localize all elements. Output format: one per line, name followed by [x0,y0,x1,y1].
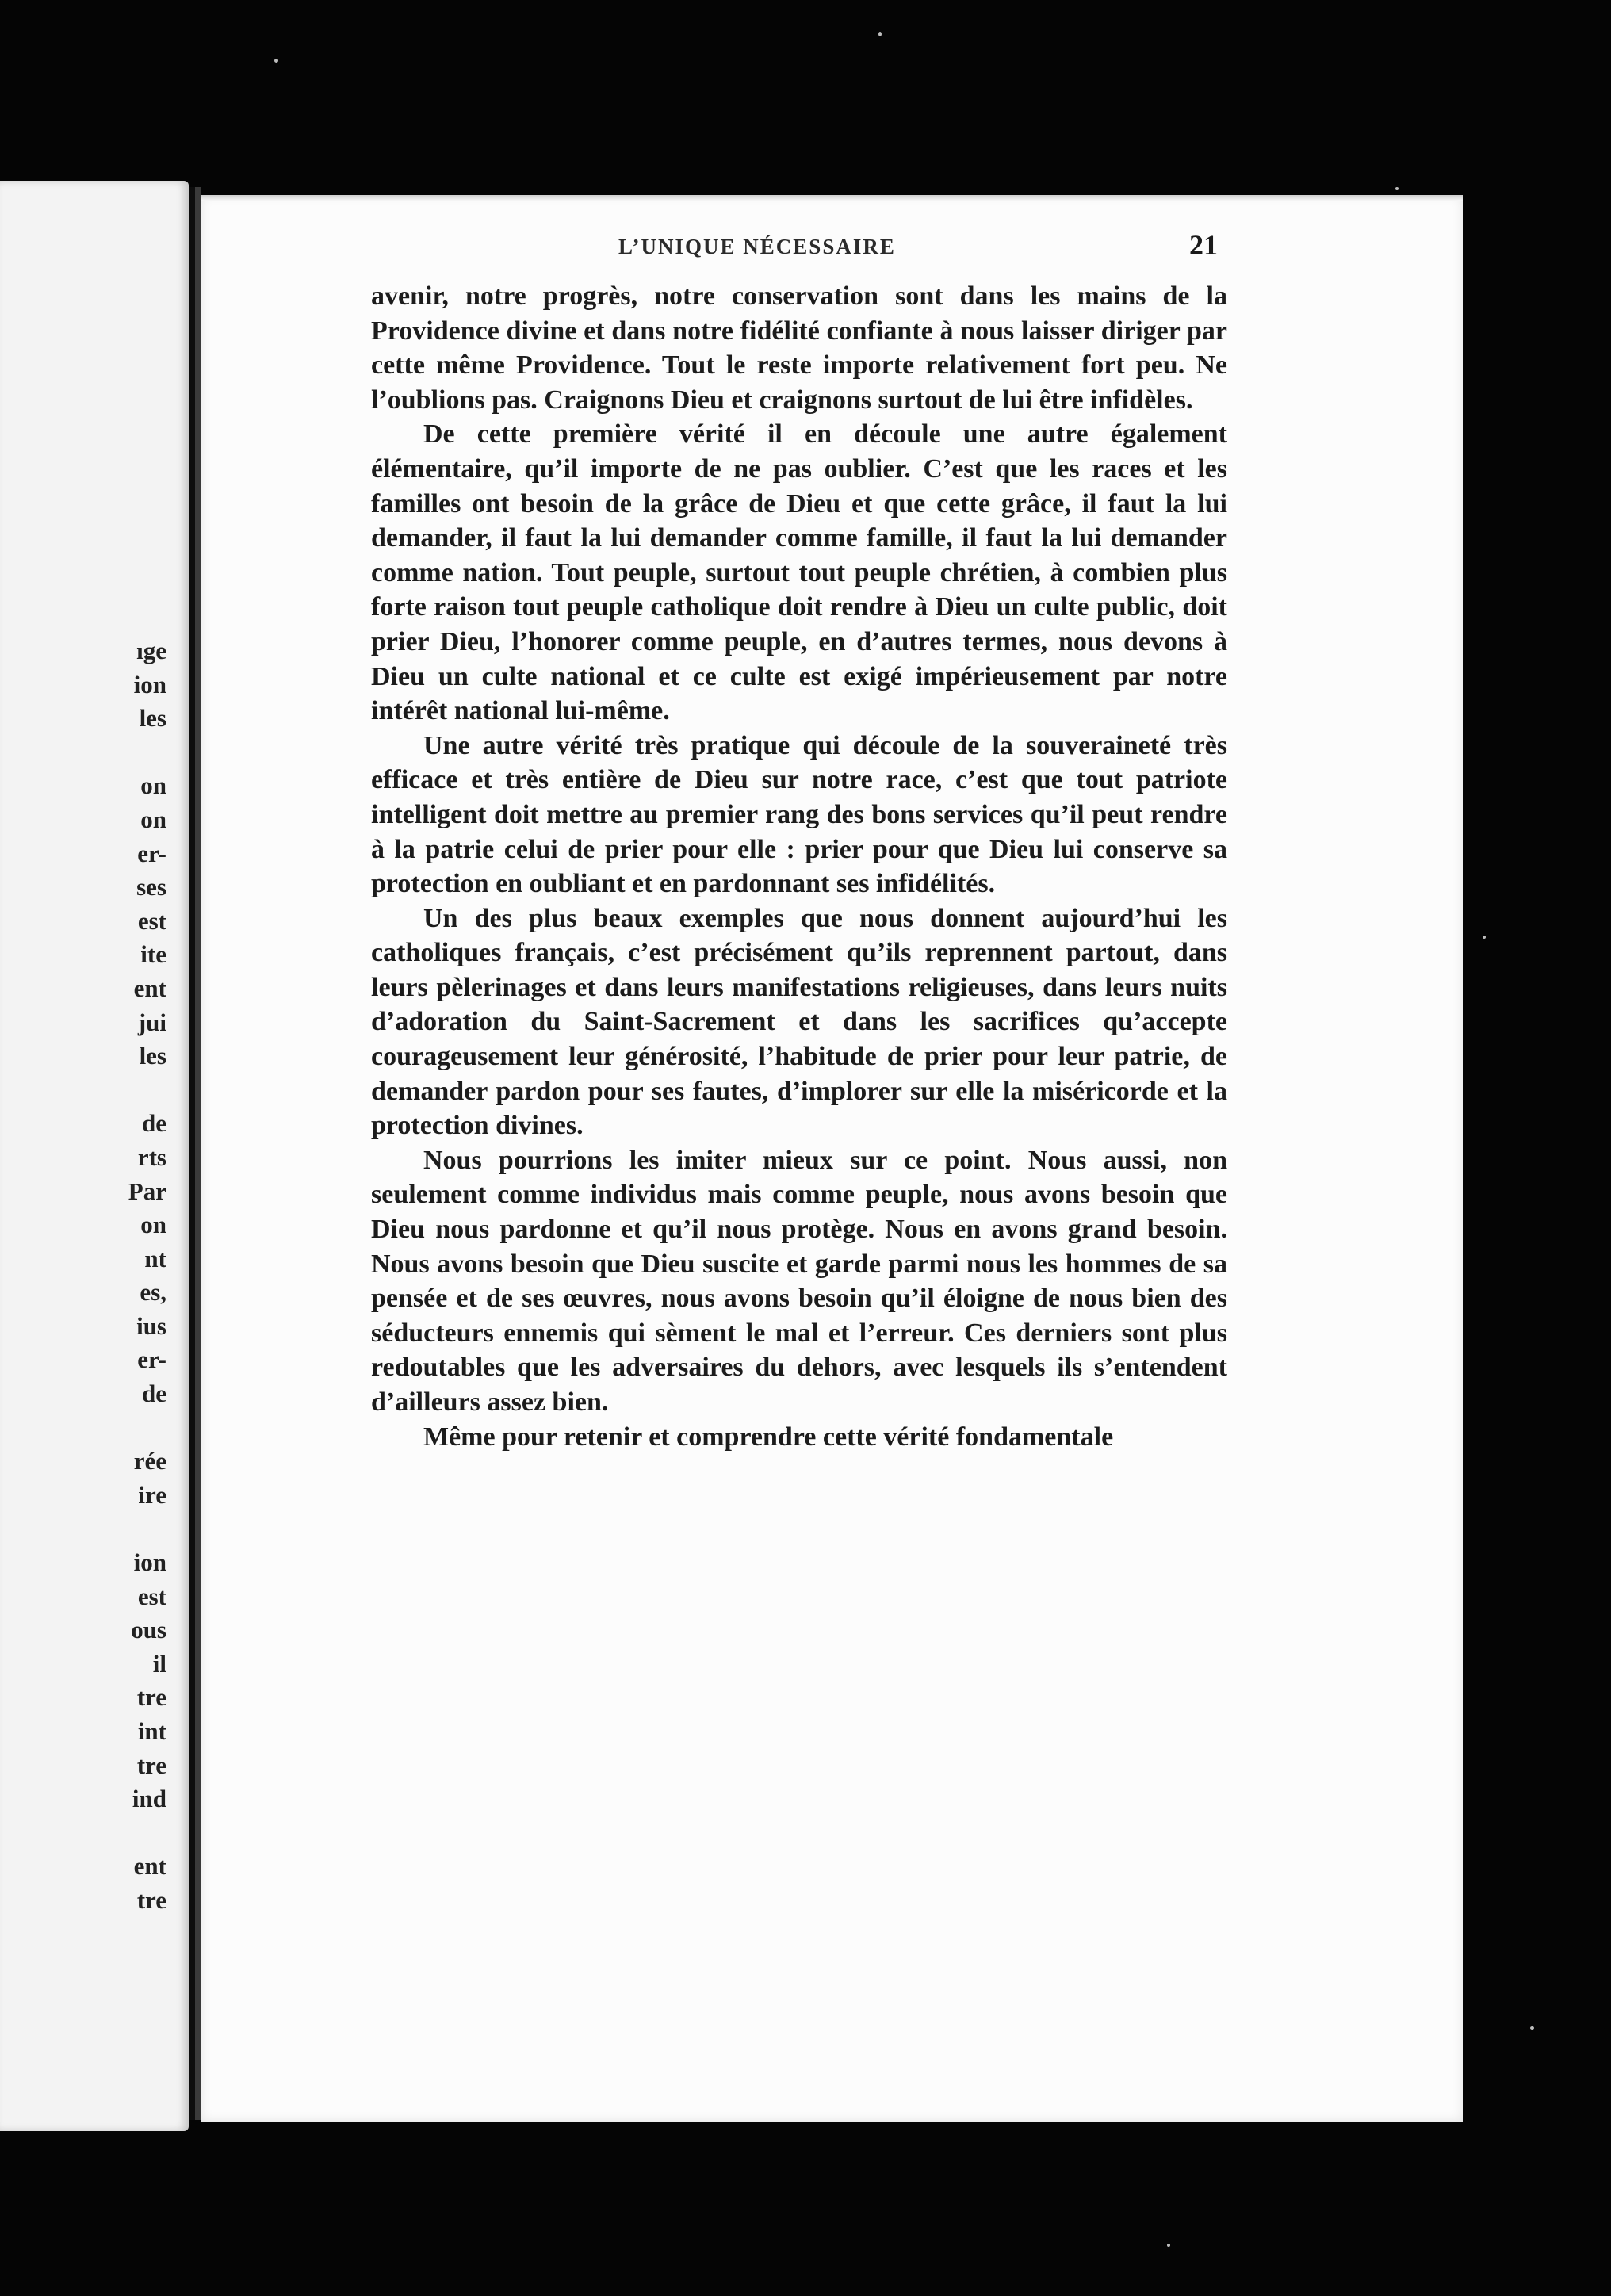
left-fragment: ite [140,940,166,969]
left-fragment: es, [140,1278,166,1307]
left-fragment: ius [136,1311,166,1340]
dust-speck [1483,936,1486,939]
left-fragment [8,736,166,770]
paragraph: De cette première vérité il en découle une autre également élémentaire, qu’il importe de ne pas oublier. C’est que les races et les familles ont besoin de la grâce de Dieu et que cette grâce, il faut la lui demander, il faut la lui demander comme famille, il faut la lui demander comme nation. Tout peuple, surtout tout peuple chrétien, à combien plus forte raison tout peuple catholique doit rendre à Dieu un culte public, doit prier Dieu, l’honorer comme peuple, en d’autres termes, nous devons à Dieu un culte national et ce culte est exigé impérieusement par notre intérêt national lui-même. [371,419,1227,726]
left-fragment: ıge [136,637,166,664]
left-fragment: les [139,704,166,733]
left-fragment: on [140,1211,166,1239]
page-number: 21 [1189,229,1218,261]
left-page-text-fragments [8,634,166,1918]
left-fragment [8,1512,166,1546]
left-fragment: ses [136,873,166,901]
dust-speck [878,32,882,36]
left-fragment: jui [137,1008,166,1036]
left-fragment: nt [144,1244,166,1272]
paragraph: Nous pourrions les imiter mieux sur ce point. Nous aussi, non seulement comme individus mais comme peuple, nous avons besoin que Dieu nous pardonne et qu’il nous protège. Nous en avons grand besoin. Nous avons besoin que Dieu suscite et garde parmi nous les hommes de sa pensée et de ses œuvres, nous avons besoin qu’il éloigne de nous bien des séducteurs ennemis qui sèment le mal et l’erreur. Ces derniers sont plus redoutables que les adversaires du dehors, avec lesquels ils s’entendent d’ailleurs assez bien. [371,1145,1227,1417]
left-fragment: er- [137,839,166,867]
left-fragment: Par [128,1177,166,1205]
left-fragment [8,1411,166,1445]
paragraph: Un des plus beaux exemples que nous donnent aujourd’hui les catholiques français, c’est précisément qu’ils reprennent partout, dans leurs pèlerinages et dans leurs manifestations religieuses, dans leurs nuits d’adoration du Saint-Sacrement et dans les sacrifices qu’accepte courageusement leur générosité, l’habitude de prier pour leur patrie, de demander pardon pour ses fautes, d’implorer sur elle la miséricorde et la protection divines. [371,903,1227,1141]
left-fragment: tre [136,1885,166,1914]
left-fragment: on [140,771,166,800]
dust-speck [1395,187,1399,190]
left-fragment: tre [136,1751,166,1779]
left-fragment: est [137,1582,166,1610]
left-fragment: rée [133,1447,166,1475]
left-fragment: ous [131,1616,166,1644]
left-fragment: ent [133,1852,166,1881]
left-fragment: les [139,1042,166,1070]
paragraph: avenir, notre progrès, notre conservation sont dans les mains de la Providence divine et dans notre fidélité confiante à nous laisser diriger par cette même Providence. Tout le reste importe relativement fort peu. Ne l’oublions pas. Craignons Dieu et craignons surtout de lui être infidèles. [371,281,1227,415]
left-fragment [8,1816,166,1850]
page-body-text [371,279,1227,1454]
left-fragment: er- [137,1345,166,1374]
book-gutter-line [195,187,201,2120]
paragraph: Même pour retenir et comprendre cette vérité fondamentale [423,1422,1114,1452]
dust-speck [1530,2026,1534,2030]
left-fragment: ind [132,1785,166,1813]
running-head: L’UNIQUE NÉCESSAIRE [618,235,896,258]
left-fragment: ent [133,974,166,1002]
left-fragment: ire [138,1480,166,1509]
left-fragment: de [142,1380,166,1408]
left-fragment: est [137,906,166,935]
paragraph: Une autre vérité très pratique qui découle de la souveraineté très efficace et très entière de Dieu sur notre race, c’est que tout patriote intelligent doit mettre au premier rang des bons services qu’il peut rendre à la patrie celui de prier pour elle : prier pour que Dieu lui conserve sa protection en oubliant et en pardonnant ses infidélités. [371,730,1227,899]
left-fragment: on [140,805,166,833]
left-page [0,181,189,2131]
left-fragment: il [152,1649,166,1678]
left-fragment: tre [136,1683,166,1712]
dust-speck [1167,2244,1170,2247]
left-fragment: int [137,1717,166,1745]
left-fragment: rts [137,1142,166,1171]
left-fragment: de [142,1109,166,1138]
dust-speck [274,59,278,63]
left-fragment [8,1073,166,1108]
left-fragment: ion [133,1548,166,1577]
left-fragment: ion [133,670,166,698]
